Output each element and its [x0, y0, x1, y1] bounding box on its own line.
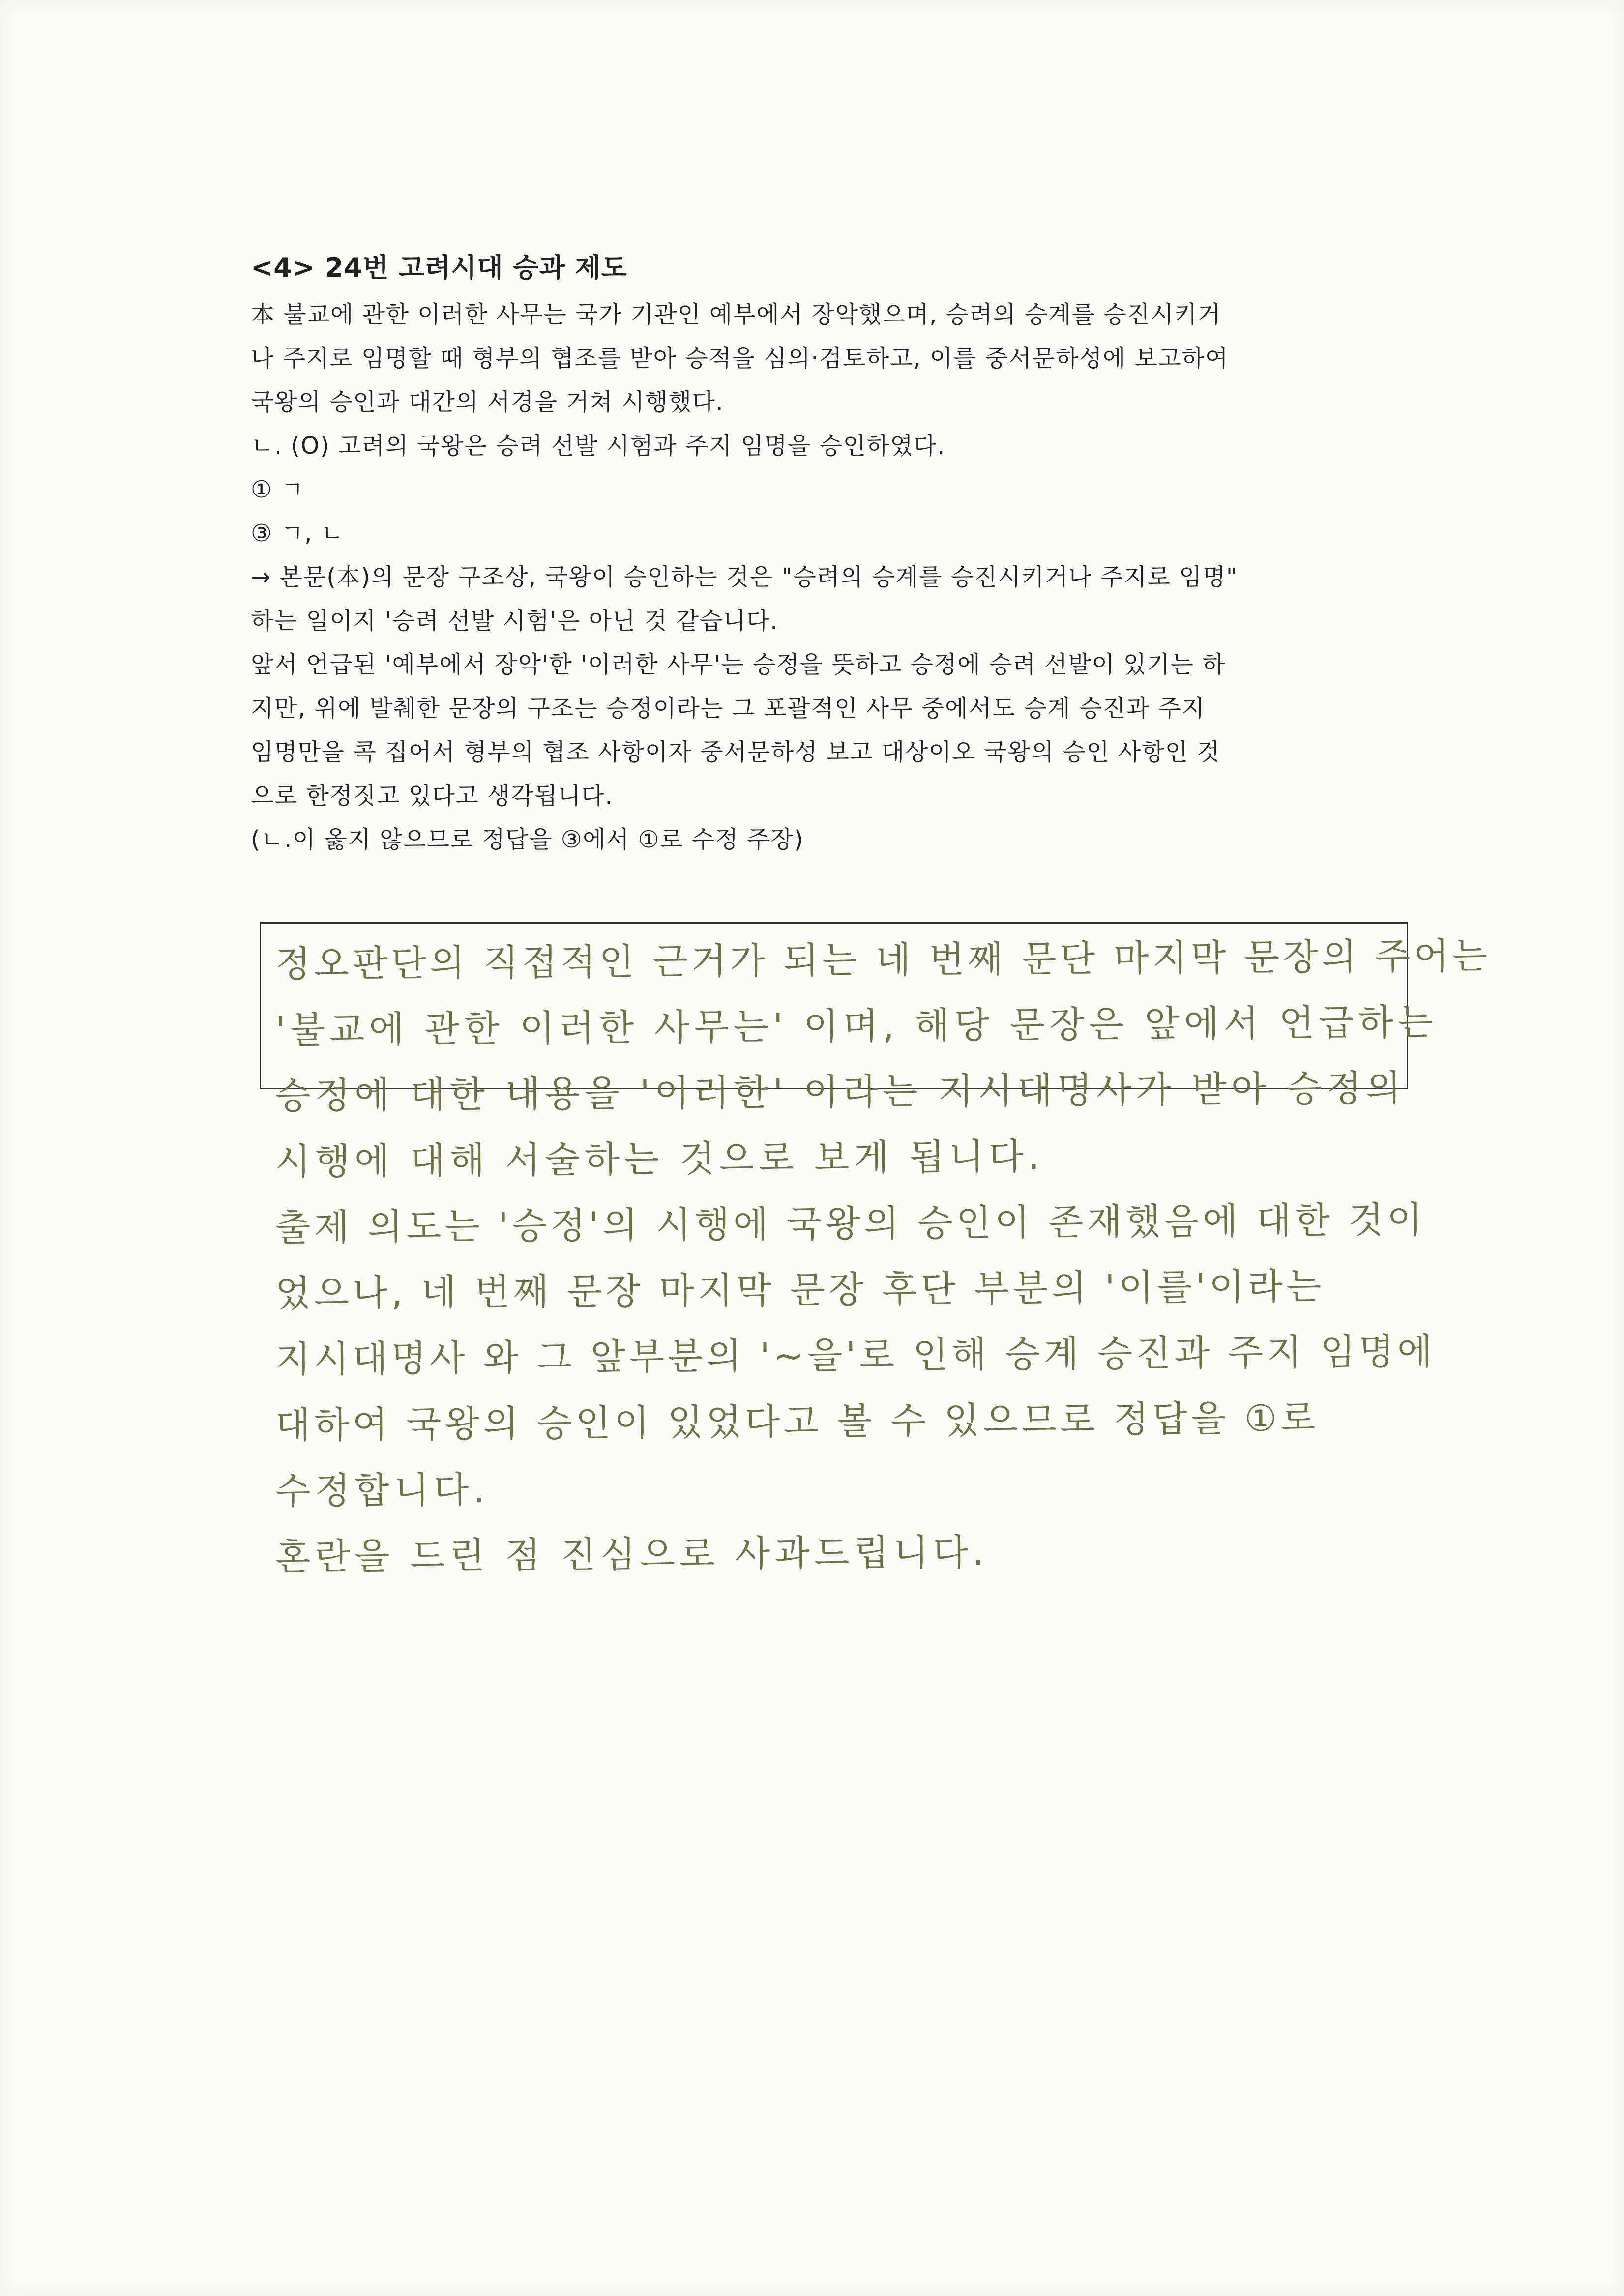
typed-line: 나 주지로 임명할 때 형부의 협조를 받아 승적을 심의·검토하고, 이를 중서문하성에 보고하여 [251, 345, 1229, 372]
handwritten-note [275, 931, 1554, 1590]
handwritten-line: 수정합니다. [275, 1468, 490, 1512]
handwritten-line: 출제 의도는 '승정'의 시행에 국왕의 승인이 존재했음에 대한 것이 [275, 1198, 1426, 1249]
handwritten-line: 혼란을 드린 점 진심으로 사과드립니다. [275, 1531, 989, 1578]
handwritten-line: '불교에 관한 이러한 사무는' 이며, 해당 문장은 앞에서 언급하는 [275, 1001, 1438, 1051]
typed-line: 本 불교에 관한 이러한 사무는 국가 기관인 예부에서 장악했으며, 승려의 승계를 승진시키거 [251, 301, 1221, 328]
handwritten-line: 지시대명사 와 그 앞부분의 '~을'로 인해 승계 승진과 주지 임명에 [275, 1330, 1436, 1381]
handwritten-line: 시행에 대해 서술하는 것으로 보게 됩니다. [275, 1135, 1044, 1183]
typed-line: → 본문(本)의 문장 구조상, 국왕이 승인하는 것은 "승려의 승계를 승진시키거나 주지로 임명" [251, 563, 1238, 591]
typed-line: 으로 한정짓고 있다고 생각됩니다. [251, 782, 614, 810]
handwritten-line: 승정에 대한 내용을 '이러한' 이라는 지시대명사가 받아 승정의 [275, 1067, 1406, 1117]
typed-line: 하는 일이지 '승려 선발 시험'은 아닌 것 같습니다. [251, 607, 778, 635]
typed-line: 앞서 언급된 '예부에서 장악'한 '이러한 사무'는 승정을 뜻하고 승정에 승려 선발이 있기는 하 [251, 651, 1226, 678]
typed-line: ① ㄱ [251, 476, 305, 503]
typed-line: (ㄴ.이 옳지 않으므로 정답을 ③에서 ①로 수정 주장) [251, 826, 804, 853]
typed-line: 국왕의 승인과 대간의 서경을 거쳐 시행했다. [251, 388, 724, 416]
handwritten-line: 었으나, 네 번째 문장 마지막 문장 후단 부분의 '이를'이라는 [275, 1265, 1325, 1315]
typed-line: 지만, 위에 발췌한 문장의 구조는 승정이라는 그 포괄적인 사무 중에서도 승계 승진과 주지 [251, 695, 1206, 722]
typed-line: ㄴ. (O) 고려의 국왕은 승려 선발 시험과 주지 임명을 승인하였다. [251, 432, 945, 460]
handwritten-line: 대하여 국왕의 승인이 있었다고 볼 수 있으므로 정답을 ①로 [275, 1397, 1319, 1447]
typed-line: 임명만을 콕 집어서 형부의 협조 사항이자 중서문하성 보고 대상이오 국왕의 승인 사항인 것 [251, 738, 1221, 766]
handwritten-line: 정오판단의 직접적인 근거가 되는 네 번째 문단 마지막 문장의 주어는 [275, 934, 1491, 986]
section-title: <4> 24번 고려시대 승과 제도 [251, 252, 627, 283]
typed-text-block [251, 246, 1431, 862]
typed-line: ③ ㄱ, ㄴ [251, 520, 345, 547]
